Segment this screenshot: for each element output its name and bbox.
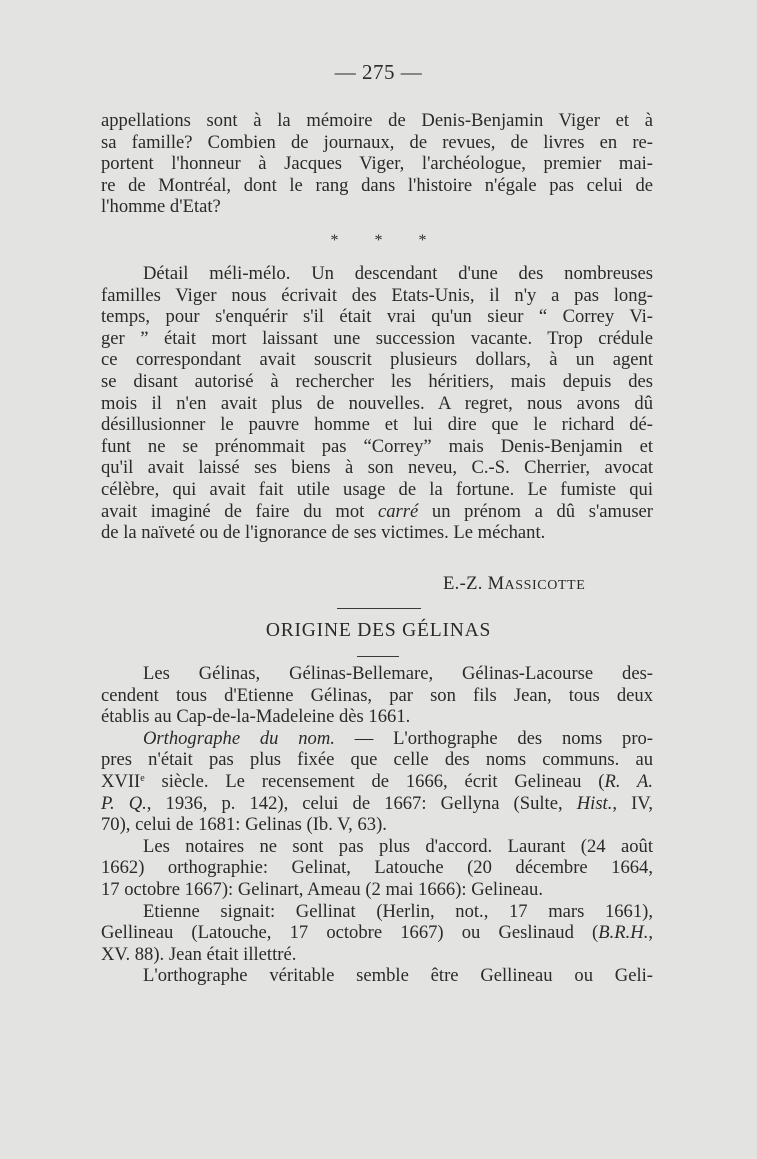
text-line: l'homme d'Etat? — [101, 196, 221, 218]
text-line: célèbre, qui avait fait utile usage de la fortune. Le fumiste qui — [101, 478, 653, 500]
text-line — [101, 771, 653, 793]
text-run: siècle. Le recensement de 1666, écrit Gelineau ( — [144, 770, 605, 792]
text-run: , — [648, 922, 653, 944]
text-line: 1662) orthographie: Gelinat, Latouche (20 décembre 1664, — [101, 857, 653, 879]
italic-word: carré — [378, 500, 419, 522]
anecdote-paragraph — [101, 263, 653, 544]
surname-rest: ASSICOTTE — [504, 578, 586, 593]
text-line: 17 octobre 1667): Gelinart, Ameau (2 mai 1666): Gelineau. — [101, 878, 543, 900]
author-initials: E.-Z. — [443, 573, 483, 594]
section-heading: ORIGINE DES GÉLINAS — [265, 620, 492, 641]
text-line — [101, 922, 653, 944]
text-run: — L'orthographe des noms pro- — [334, 727, 653, 749]
heading-rule-bottom — [357, 656, 399, 657]
italic-run: P. Q. — [101, 792, 147, 814]
continuation-paragraph — [101, 110, 653, 218]
text-line: Etienne signait: Gellinat (Herlin, not., 17 mars 1661), — [143, 900, 653, 922]
text-run: XVII — [101, 770, 141, 792]
italic-run: R. A. — [604, 770, 653, 792]
heading-rule-top — [337, 608, 421, 609]
author-signature — [443, 573, 585, 595]
text-line: 70), celui de 1681: Gelinas (Ib. V, 63). — [101, 814, 387, 836]
italic-run: Hist. — [576, 792, 613, 814]
page-number: — 275 — — [334, 60, 423, 84]
text-line — [101, 793, 653, 815]
text-line: qu'il avait laissé ses biens à son neveu, C.-S. Cherrier, avocat — [101, 457, 653, 479]
text-line — [101, 501, 653, 523]
text-line: familles Viger nous écrivait des Etats-Unis, il n'y a pas long- — [101, 284, 653, 306]
text-line — [101, 728, 653, 750]
text-run: avait imaginé de faire du mot — [101, 500, 378, 522]
text-line: Les notaires ne sont pas plus d'accord. Laurant (24 août — [143, 835, 653, 857]
text-line: Détail méli-mélo. Un descendant d'une des nombreuses — [143, 263, 653, 284]
text-line: de la naïveté ou de l'ignorance de ses victimes. Le méchant. — [101, 522, 546, 544]
text-line: pres n'était pas plus fixée que celle des noms communs. au — [101, 749, 653, 771]
text-line: Les Gélinas, Gélinas-Bellemare, Gélinas-Lacourse des- — [143, 663, 653, 684]
text-line: établis au Cap-de-la-Madeleine dès 1661. — [101, 706, 411, 728]
text-run: Gellineau (Latouche, 17 octobre 1667) ou Geslinaud ( — [101, 922, 599, 944]
asterisk: * — [330, 232, 339, 249]
text-line: re de Montréal, dont le rang dans l'histoire n'égale pas celui de — [101, 174, 653, 196]
gelinas-section — [101, 663, 653, 987]
asterisk: * — [374, 232, 383, 249]
text-line: désillusionner le pauvre homme et lui dire que le richard dé- — [101, 414, 653, 436]
italic-run: B.R.H. — [598, 922, 649, 944]
asterisk: * — [418, 232, 427, 249]
text-line: L'orthographe véritable semble être Gellineau ou Geli- — [143, 965, 653, 987]
italic-run: Orthographe du nom. — [143, 727, 335, 749]
text-run: , 1936, p. 142), celui de 1667: Gellyna (Sulte, — [146, 792, 577, 814]
text-line: XV. 88). Jean était illettré. — [101, 943, 297, 965]
text-line: se disant autorisé à rechercher les héritiers, mais depuis des — [101, 370, 653, 392]
surname-initial: M — [487, 573, 505, 594]
section-separator — [0, 232, 757, 250]
text-line: sa famille? Combien de journaux, de revues, de livres en re- — [101, 131, 653, 153]
text-run: un prénom a dû s'amuser — [418, 500, 653, 522]
superscript: e — [140, 772, 145, 784]
text-line: funt ne se prénommait pas “Correy” mais Denis-Benjamin et — [101, 435, 653, 457]
text-line: ger ” était mort laissant une succession vacante. Trop crédule — [101, 327, 653, 349]
text-line: mois il n'en avait plus de nouvelles. A regret, nous avons dû — [101, 392, 653, 414]
text-run: , IV, — [612, 792, 653, 814]
text-line: portent l'honneur à Jacques Viger, l'archéologue, premier mai- — [101, 153, 653, 175]
text-line: ce correspondant avait souscrit plusieurs dollars, à un agent — [101, 349, 653, 371]
text-line: appellations sont à la mémoire de Denis-Benjamin Viger et à — [101, 110, 653, 131]
text-line: cendent tous d'Etienne Gélinas, par son fils Jean, tous deux — [101, 684, 653, 706]
text-line: temps, pour s'enquérir s'il était vrai qu'un sieur “ Correy Vi- — [101, 306, 653, 328]
